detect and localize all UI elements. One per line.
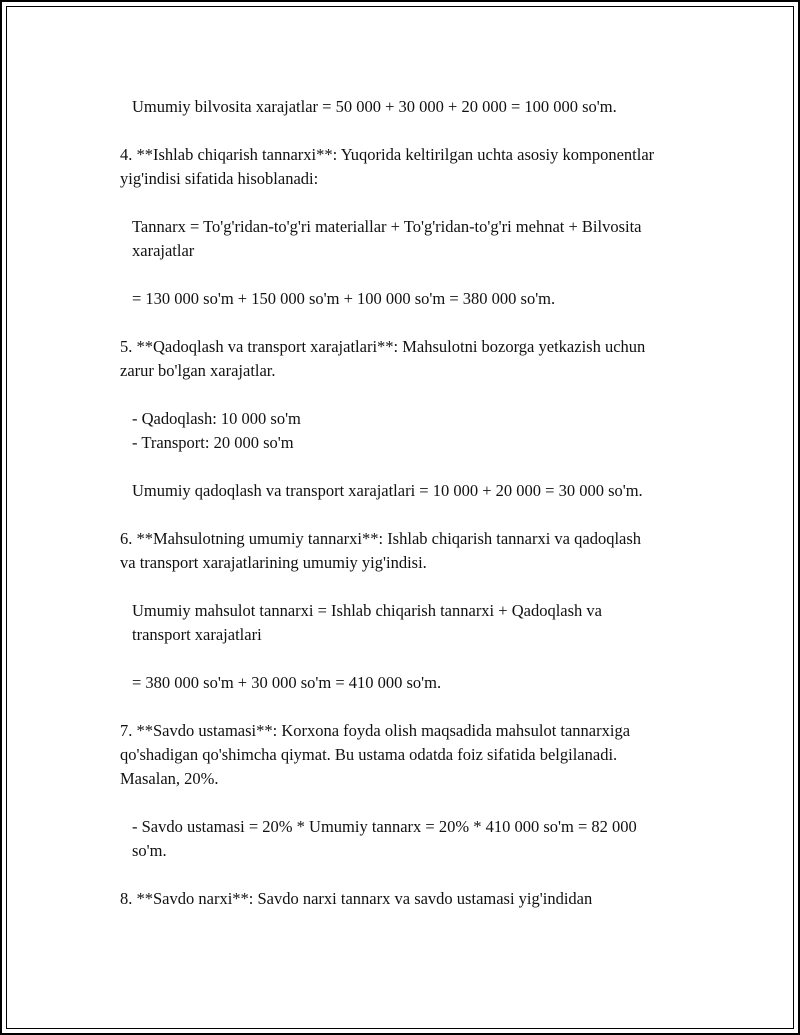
paragraph-cost-formula: Tannarx = To'g'ridan-to'g'ri materiallar + To'g'ridan-to'g'ri mehnat + Bilvosita xarajatlar — [132, 217, 642, 260]
paragraph-total-cost-result: = 380 000 so'm + 30 000 so'm = 410 000 so'm. — [132, 673, 442, 692]
document-body — [120, 95, 660, 935]
paragraph-packaging-total: Umumiy qadoqlash va transport xarajatlari = 10 000 + 20 000 = 30 000 so'm. — [132, 481, 643, 500]
paragraph-markup-heading: 7. **Savdo ustamasi**: Korxona foyda olish maqsadida mahsulot tannarxiga qo'shadigan qo'shimcha qiymat. Bu ustama odatda foiz sifatida belgilanadi. Masalan, 20%. — [120, 721, 631, 788]
paragraph-production-cost-heading: 4. **Ishlab chiqarish tannarxi**: Yuqorida keltirilgan uchta asosiy komponentlar yig'indisi sifatida hisoblanadi: — [120, 145, 655, 188]
paragraph-total-cost-heading: 6. **Mahsulotning umumiy tannarxi**: Ishlab chiqarish tannarxi va qadoqlash va transport xarajatlarining umumiy yig'indisi. — [120, 529, 642, 572]
paragraph-cost-result: = 130 000 so'm + 150 000 so'm + 100 000 so'm = 380 000 so'm. — [132, 289, 556, 308]
paragraph-markup-formula: - Savdo ustamasi = 20% * Umumiy tannarx = 20% * 410 000 so'm = 82 000 so'm. — [132, 817, 637, 860]
list-item-packaging: - Qadoqlash: 10 000 so'm — [132, 409, 301, 428]
paragraph-indirect-total: Umumiy bilvosita xarajatlar = 50 000 + 30 000 + 20 000 = 100 000 so'm. — [132, 97, 617, 116]
paragraph-packaging-heading: 5. **Qadoqlash va transport xarajatlari**: Mahsulotni bozorga yetkazish uchun zarur bo'lgan xarajatlar. — [120, 337, 646, 380]
paragraph-total-cost-formula: Umumiy mahsulot tannarxi = Ishlab chiqarish tannarxi + Qadoqlash va transport xarajatlari — [132, 601, 602, 644]
paragraph-sale-price-heading: 8. **Savdo narxi**: Savdo narxi tannarx va savdo ustamasi yig'indidan — [120, 889, 593, 908]
list-item-transport: - Transport: 20 000 so'm — [132, 433, 294, 452]
